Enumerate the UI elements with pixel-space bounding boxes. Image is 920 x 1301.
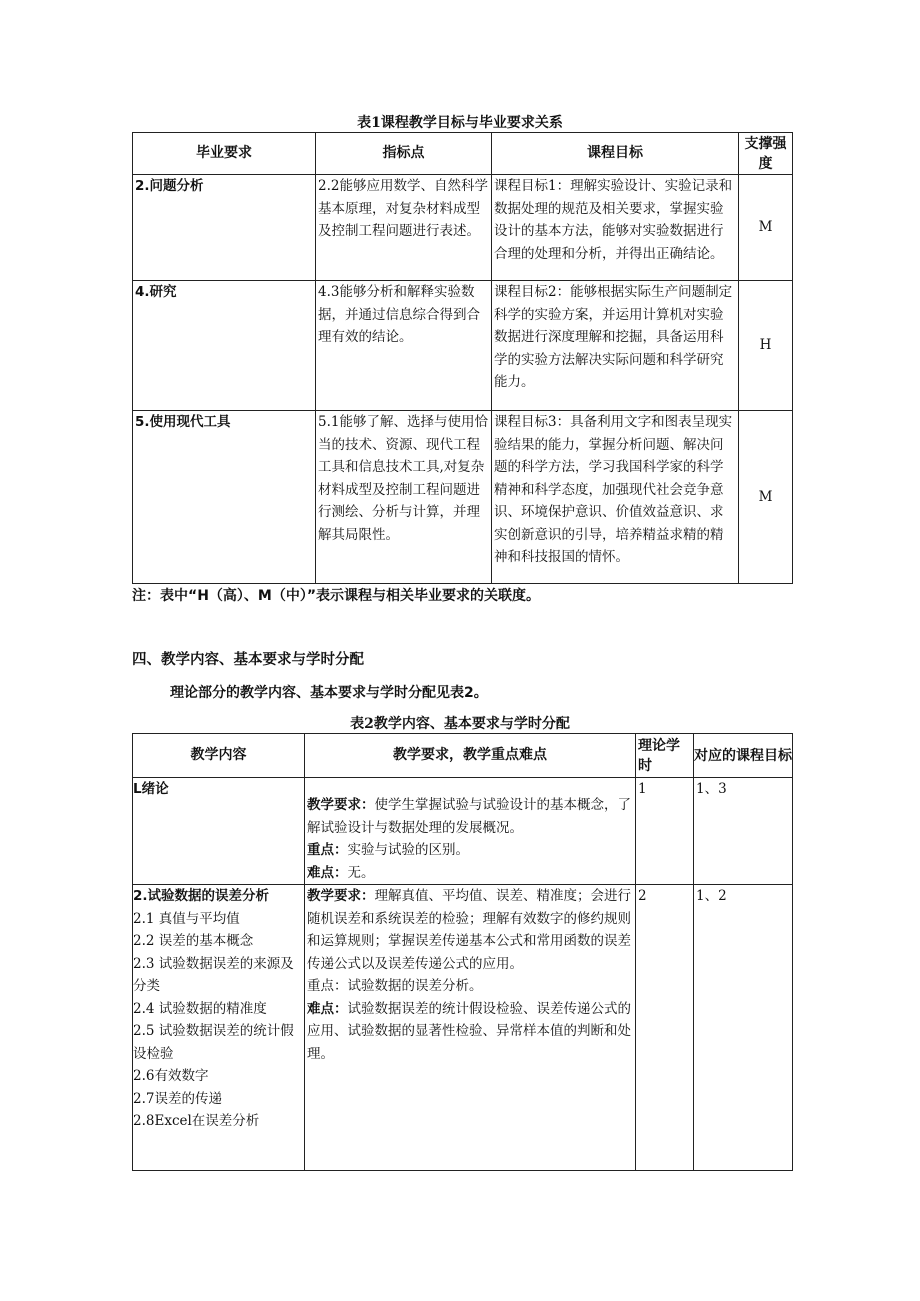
list-item: 2.2 误差的基本概念 bbox=[133, 933, 254, 949]
table-row bbox=[133, 885, 793, 1171]
table2-goals: 1、2 bbox=[694, 885, 793, 1171]
table2-content bbox=[133, 885, 305, 1171]
table-row bbox=[133, 778, 793, 885]
req-text: 使学生掌握试验与试验设计的基本概念，了解试验设计与数据处理的发展概况。 bbox=[307, 797, 631, 836]
table1-header-req: 毕业要求 bbox=[133, 133, 316, 175]
table1-header-strength: 支撑强度 bbox=[739, 133, 793, 175]
table1 bbox=[132, 132, 793, 584]
table1-req: 2.问题分析 bbox=[133, 175, 316, 281]
table2-header-goals: 对应的课程目标 bbox=[694, 734, 793, 778]
key-label: 重点： bbox=[307, 978, 348, 994]
table1-header-point: 指标点 bbox=[316, 133, 492, 175]
list-item: 2.1 真值与平均值 bbox=[133, 910, 240, 927]
table1-point: 5.1能够了解、选择与使用恰当的技术、资源、现代工程工具和信息技术工具,对复杂材料成型及控制工程问题进行测绘、分析与计算，并理解其局限性。 bbox=[316, 411, 492, 584]
diff-text: 无。 bbox=[347, 864, 375, 881]
section-heading: 四、教学内容、基本要求与学时分配 bbox=[132, 652, 364, 668]
table2-goals: 1、3 bbox=[694, 778, 793, 885]
list-item: 2.3 试验数据误差的来源及分类 bbox=[133, 955, 294, 994]
table2-hours: 1 bbox=[636, 778, 694, 885]
table2-header-requirements: 教学要求，教学重点难点 bbox=[305, 734, 636, 778]
table1-req: 5.使用现代工具 bbox=[133, 411, 316, 584]
req-label: 教学要求： bbox=[307, 797, 375, 813]
table1-note: 注：表中“H（高）、M（中）”表示课程与相关毕业要求的关联度。 bbox=[132, 588, 541, 604]
table1-header-goal: 课程目标 bbox=[492, 133, 739, 175]
table-row bbox=[133, 281, 793, 411]
table2-content: L绪论 bbox=[133, 778, 305, 885]
table2-requirements bbox=[305, 885, 636, 1171]
req-label: 教学要求： bbox=[307, 888, 375, 904]
key-label: 重点： bbox=[307, 842, 348, 858]
chapter-title: 2.试验数据的误差分析 bbox=[133, 888, 270, 904]
list-item: 2.8Excel在误差分析 bbox=[133, 1113, 260, 1129]
table2-header-content: 教学内容 bbox=[133, 734, 305, 778]
table2-caption: 表2教学内容、基本要求与学时分配 bbox=[350, 716, 570, 732]
table2-hours: 2 bbox=[636, 885, 694, 1171]
key-text: 实验与试验的区别。 bbox=[347, 842, 469, 858]
list-item: 2.6有效数字 bbox=[133, 1068, 209, 1084]
table1-goal: 课程目标1：理解实验设计、实验记录和数据处理的规范及相关要求，掌握实验设计的基本方法，能够对实验数据进行合理的处理和分析，并得出正确结论。 bbox=[492, 175, 739, 281]
table1-strength: M bbox=[739, 175, 793, 281]
table1-goal: 课程目标2：能够根据实际生产问题制定科学的实验方案，并运用计算机对实验数据进行深度理解和挖掘，具备运用科学的实验方法解决实际问题和科学研究能力。 bbox=[492, 281, 739, 411]
table1-caption: 表1课程教学目标与毕业要求关系 bbox=[357, 115, 563, 131]
table1-point: 2.2能够应用数学、自然科学基本原理，对复杂材料成型及控制工程问题进行表述。 bbox=[316, 175, 492, 281]
list-item: 2.4 试验数据的精准度 bbox=[133, 1000, 267, 1017]
table-row bbox=[133, 175, 793, 281]
table1-strength: M bbox=[739, 411, 793, 584]
table1-point: 4.3能够分析和解释实验数据，并通过信息综合得到合理有效的结论。 bbox=[316, 281, 492, 411]
req-text: 理解真值、平均值、误差、精准度；会进行随机误差和系统误差的检验；理解有效数字的修约规则和运算规则；掌握误差传递基本公式和常用函数的误差传递公式以及误差传递公式的应用。 bbox=[307, 888, 631, 972]
key-text: 试验数据的误差分析。 bbox=[347, 978, 483, 994]
section-intro: 理论部分的教学内容、基本要求与学时分配见表2。 bbox=[170, 685, 488, 701]
table1-goal: 课程目标3：具备利用文字和图表呈现实验结果的能力，掌握分析问题、解决问题的科学方法，学习我国科学家的科学精神和科学态度，加强现代社会竞争意识、环境保护意识、价值效益意识、求实创新意识的引导，培养精益求精的精神和科技报国的情怀。 bbox=[492, 411, 739, 584]
diff-label: 难点： bbox=[307, 864, 348, 881]
list-item: 2.5 试验数据误差的统计假设检验 bbox=[133, 1023, 294, 1062]
table1-req: 4.研究 bbox=[133, 281, 316, 411]
diff-text: 试验数据误差的统计假设检验、误差传递公式的应用、试验数据的显著性检验、异常样本值的判断和处理。 bbox=[307, 1000, 631, 1062]
table2-header-hours: 理论学时 bbox=[636, 734, 694, 778]
table2-requirements bbox=[305, 778, 636, 885]
table-row bbox=[133, 411, 793, 584]
diff-label: 难点： bbox=[307, 1000, 348, 1017]
list-item: 2.7误差的传递 bbox=[133, 1090, 222, 1107]
table2 bbox=[132, 733, 793, 1171]
table1-strength: H bbox=[739, 281, 793, 411]
